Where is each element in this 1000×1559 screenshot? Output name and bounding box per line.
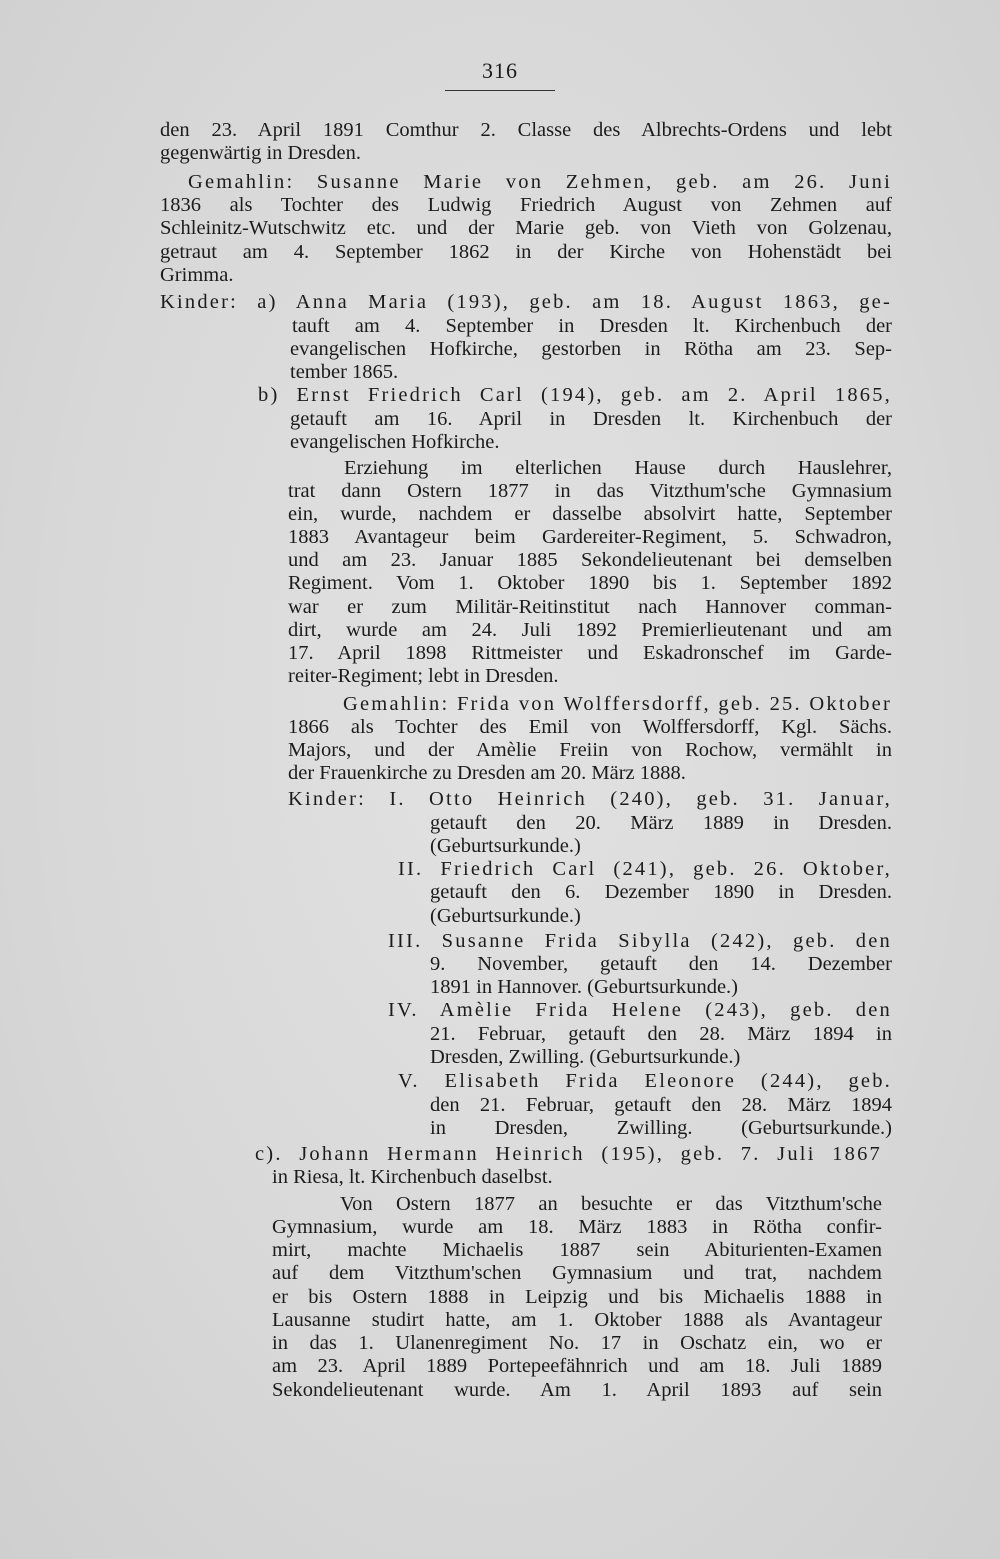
text-line: getauft am 16. April in Dresden lt. Kirchenbuch der [290,408,892,430]
text-line: V. Elisabeth Frida Eleonore (244), geb. [398,1070,892,1092]
text-line: der Frauenkirche zu Dresden am 20. März 1888. [288,762,686,784]
text-line: den 23. April 1891 Comthur 2. Classe des Albrechts-Ordens und lebt [160,119,892,141]
text-line: (Geburtsurkunde.) [430,835,581,857]
text-line: auf dem Vitzthum'schen Gymnasium und trat, nachdem [272,1262,882,1284]
text-line: getraut am 4. September 1862 in der Kirche von Hohenstädt bei [160,241,892,263]
text-line: Kinder: a) Anna Maria (193), geb. am 18. August 1863, ge- [160,291,892,313]
text-line: Regiment. Vom 1. Oktober 1890 bis 1. September 1892 [288,572,892,594]
text-line: getauft den 6. Dezember 1890 in Dresden. [430,881,892,903]
text-line: III. Susanne Frida Sibylla (242), geb. den [388,930,892,952]
text-line: ein, wurde, nachdem er dasselbe absolvirt hatte, September [288,503,892,525]
text-line: (Geburtsurkunde.) [430,905,581,927]
text-line: in Riesa, lt. Kirchenbuch daselbst. [272,1166,553,1188]
text-line: Schleinitz-Wutschwitz etc. und der Marie geb. von Vieth von Golzenau, [160,217,892,239]
text-line: gegenwärtig in Dresden. [160,142,361,164]
text-line: 1891 in Hannover. (Geburtsurkunde.) [430,976,739,998]
text-line: 1883 Avantageur beim Gardereiter-Regiment, 5. Schwadron, [288,526,892,548]
text-line: Gymnasium, wurde am 18. März 1883 in Rötha confir- [272,1216,882,1238]
text-line: 9. November, getauft den 14. Dezember [430,953,892,975]
text-line: Majors, und der Amèlie Freiin von Rochow, vermählt in [288,739,892,761]
text-line: mirt, machte Michaelis 1887 sein Abiturienten-Examen [272,1239,882,1261]
text-line: getauft den 20. März 1889 in Dresden. [430,812,892,834]
text-line: tauft am 4. September in Dresden lt. Kirchenbuch der [292,315,892,337]
text-line: Gemahlin: Susanne Marie von Zehmen, geb. am 26. Juni [188,171,892,193]
text-line: Grimma. [160,264,234,286]
text-line: in das 1. Ulanenregiment No. 17 in Oschatz ein, wo er [272,1332,882,1354]
text-line: evangelischen Hofkirche. [290,431,500,453]
text-line: war er zum Militär-Reitinstitut nach Hannover comman- [288,596,892,618]
text-line: 1836 als Tochter des Ludwig Friedrich August von Zehmen auf [160,194,892,216]
text-line: c). Johann Hermann Heinrich (195), geb. 7. Juli 1867 [255,1143,882,1165]
text-line: trat dann Ostern 1877 in das Vitzthum'sche Gymnasium [288,480,892,502]
text-line: Von Ostern 1877 an besuchte er das Vitzthum'sche [340,1193,882,1215]
text-line: und am 23. Januar 1885 Sekondelieutenant bei demselben [288,549,892,571]
text-line: 1866 als Tochter des Emil von Wolffersdorff, Kgl. Sächs. [288,716,892,738]
text-line: Dresden, Zwilling. (Geburtsurkunde.) [430,1046,741,1068]
text-line: Erziehung im elterlichen Hause durch Hauslehrer, [344,457,892,479]
page-number-rule [445,90,555,91]
page-number: 316 [482,58,518,83]
text-line: am 23. April 1889 Portepeefähnrich und am 18. Juli 1889 [272,1355,882,1377]
text-line: in Dresden, Zwilling. (Geburtsurkunde.) [430,1117,892,1139]
text-line: II. Friedrich Carl (241), geb. 26. Oktober, [398,858,892,880]
text-line: IV. Amèlie Frida Helene (243), geb. den [388,999,892,1021]
text-line: reiter-Regiment; lebt in Dresden. [288,665,559,687]
text-line: Lausanne studirt hatte, am 1. Oktober 1888 als Avantageur [272,1309,882,1331]
text-line: b) Ernst Friedrich Carl (194), geb. am 2. April 1865, [258,384,892,406]
text-line: Kinder: I. Otto Heinrich (240), geb. 31. Januar, [288,788,892,810]
text-line: Gemahlin: Frida von Wolffersdorff, geb. 25. Oktober [343,693,892,715]
text-line: 21. Februar, getauft den 28. März 1894 in [430,1023,892,1045]
text-line: Sekondelieutenant wurde. Am 1. April 1893 auf sein [272,1379,882,1401]
text-line: tember 1865. [290,361,399,383]
text-line: den 21. Februar, getauft den 28. März 1894 [430,1094,892,1116]
text-line: evangelischen Hofkirche, gestorben in Rötha am 23. Sep- [290,338,892,360]
text-line: dirt, wurde am 24. Juli 1892 Premierlieutenant und am [288,619,892,641]
text-line: 17. April 1898 Rittmeister und Eskadronschef im Garde- [288,642,892,664]
text-line: er bis Ostern 1888 in Leipzig und bis Michaelis 1888 in [272,1286,882,1308]
